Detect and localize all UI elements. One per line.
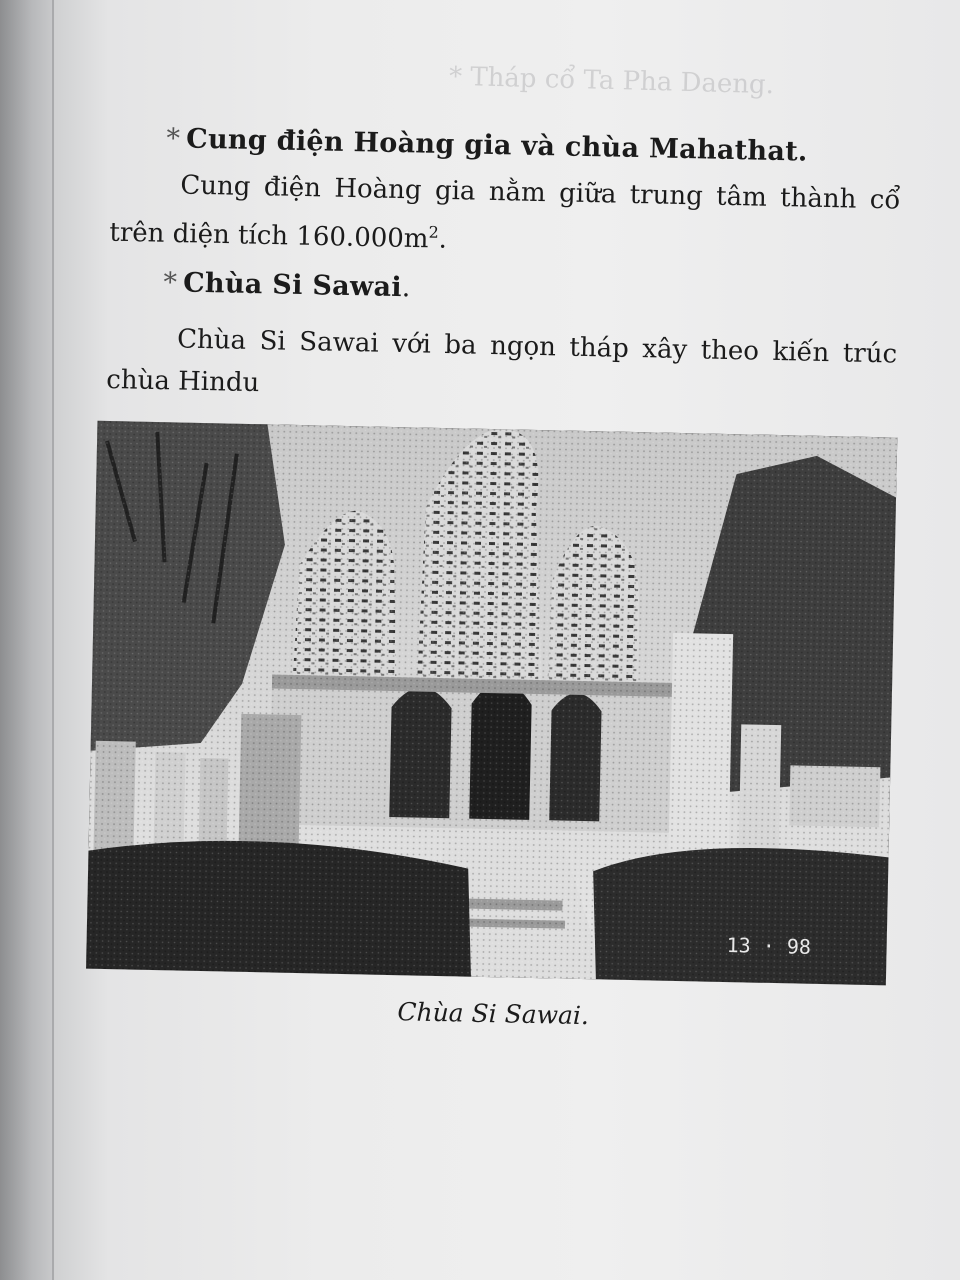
- page-content: [93, 110, 902, 1036]
- photo-date-stamp: 13 · 98: [726, 932, 812, 959]
- section-heading-si-sawai: [163, 267, 898, 313]
- paragraph-period: .: [438, 224, 448, 255]
- section-heading-royal-palace: [166, 123, 901, 169]
- temple-photo: [86, 420, 897, 985]
- paragraph-royal-palace: [109, 163, 901, 270]
- section-heading-period: .: [401, 271, 412, 303]
- photo-caption: Chùa Si Sawai.: [397, 996, 590, 1030]
- section-heading-text: Cung điện Hoàng gia và chùa Mahathat.: [185, 123, 809, 168]
- superscript-2: 2: [428, 222, 440, 242]
- bullet-star: *: [163, 266, 178, 299]
- paragraph-si-sawai: Chùa Si Sawai với ba ngọn tháp xây theo kiến trúc chùa Hindu: [106, 324, 898, 398]
- bleed-through-header: * Tháp cổ Ta Pha Daeng.: [448, 61, 775, 101]
- bullet-star: *: [166, 123, 181, 155]
- section-heading-text: Chùa Si Sawai: [182, 267, 403, 303]
- paragraph-text: Cung điện Hoàng gia nằm giữa trung tâm thành cổ trên diện tích 160.000m: [109, 170, 901, 255]
- temple-photo-illustration: [86, 420, 897, 985]
